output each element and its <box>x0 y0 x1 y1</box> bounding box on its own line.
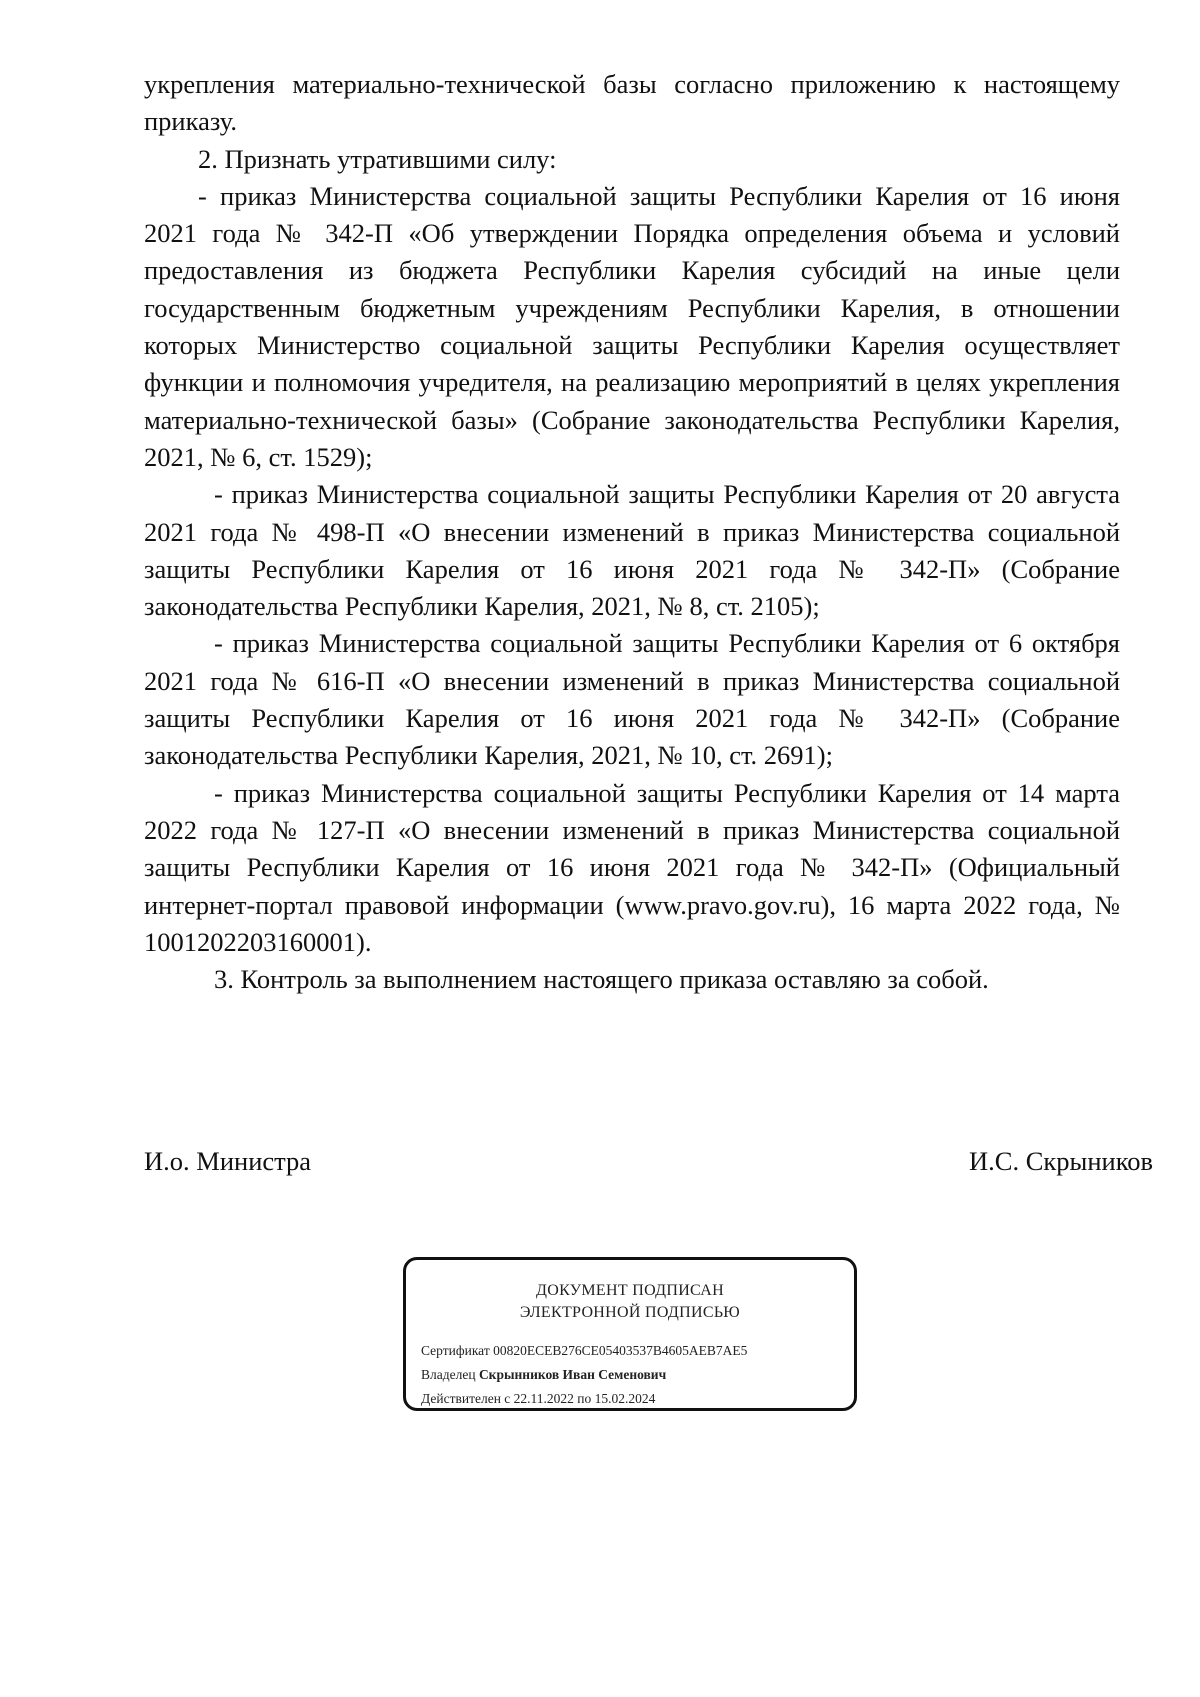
stamp-valid-to-label: по <box>577 1391 592 1406</box>
paragraph-continuation: укрепления материально-технической базы согласно приложению к настоящему приказу. <box>144 69 1120 137</box>
paragraph-repealed-order-127: - приказ Министерства социальной защиты Республики Карелия от 14 марта 2022 года № 127-П «О внесении изменений в приказ Министерства социальной защиты Республики Карелия от 16 июня 2021 года № 342-П» (Официальный интернет-портал правовой информации (www.pravo.gov.ru), 16 марта 2022 года, № 1001202203160001). <box>144 777 1120 957</box>
stamp-owner-label: Владелец <box>421 1367 476 1382</box>
stamp-valid-label: Действителен с <box>421 1391 511 1406</box>
paragraph-item-2: 2. Признать утратившими силу: <box>198 143 557 174</box>
stamp-validity <box>421 1390 655 1408</box>
paragraph-repealed-order-342: - приказ Министерства социальной защиты Республики Карелия от 16 июня 2021 года № 342-П «Об утверждении Порядка определения объема и условий предоставления из бюджета Республики Карелия субсидий на иные цели государственным бюджетным учреждениям Республики Карелия, в отношении которых Министерство социальной защиты Республики Карелия осуществляет функции и полномочия учредителя, на реализацию мероприятий в целях укрепления материально-технической базы» (Собрание законодательства Республики Карелия, 2021, № 6, ст. 1529); <box>144 180 1120 472</box>
stamp-owner <box>421 1366 666 1384</box>
stamp-title-line-2: ЭЛЕКТРОННОЙ ПОДПИСЬЮ <box>519 1304 741 1321</box>
stamp-title-line-1: ДОКУМЕНТ ПОДПИСАН <box>536 1282 724 1299</box>
stamp-certificate-label: Сертификат <box>421 1343 490 1358</box>
paragraph-repealed-order-498: - приказ Министерства социальной защиты Республики Карелия от 20 августа 2021 года № 498-П «О внесении изменений в приказ Министерства социальной защиты Республики Карелия от 16 июня 2021 года № 342-П» (Собрание законодательства Республики Карелия, 2021, № 8, ст. 2105); <box>144 479 1120 622</box>
document-body <box>144 66 1120 998</box>
stamp-valid-to: 15.02.2024 <box>594 1391 656 1406</box>
stamp-title <box>406 1280 854 1324</box>
signer-name: И.С. Скрыников <box>969 1146 1153 1176</box>
stamp-certificate-value: 00820ECEB276CE05403537B4605AEB7AE5 <box>493 1343 748 1358</box>
stamp-valid-from: 22.11.2022 <box>513 1391 574 1406</box>
paragraph-item-3: 3. Контроль за выполнением настоящего приказа оставляю за собой. <box>214 964 989 995</box>
stamp-certificate <box>421 1342 747 1360</box>
electronic-signature-stamp <box>403 1257 857 1411</box>
signer-position: И.о. Министра <box>144 1146 312 1176</box>
paragraph-repealed-order-616: - приказ Министерства социальной защиты Республики Карелия от 6 октября 2021 года № 616-П «О внесении изменений в приказ Министерства социальной защиты Республики Карелия от 16 июня 2021 года № 342-П» (Собрание законодательства Республики Карелия, 2021, № 10, ст. 2691); <box>144 628 1120 771</box>
stamp-owner-value: Скрынников Иван Семенович <box>478 1367 667 1382</box>
